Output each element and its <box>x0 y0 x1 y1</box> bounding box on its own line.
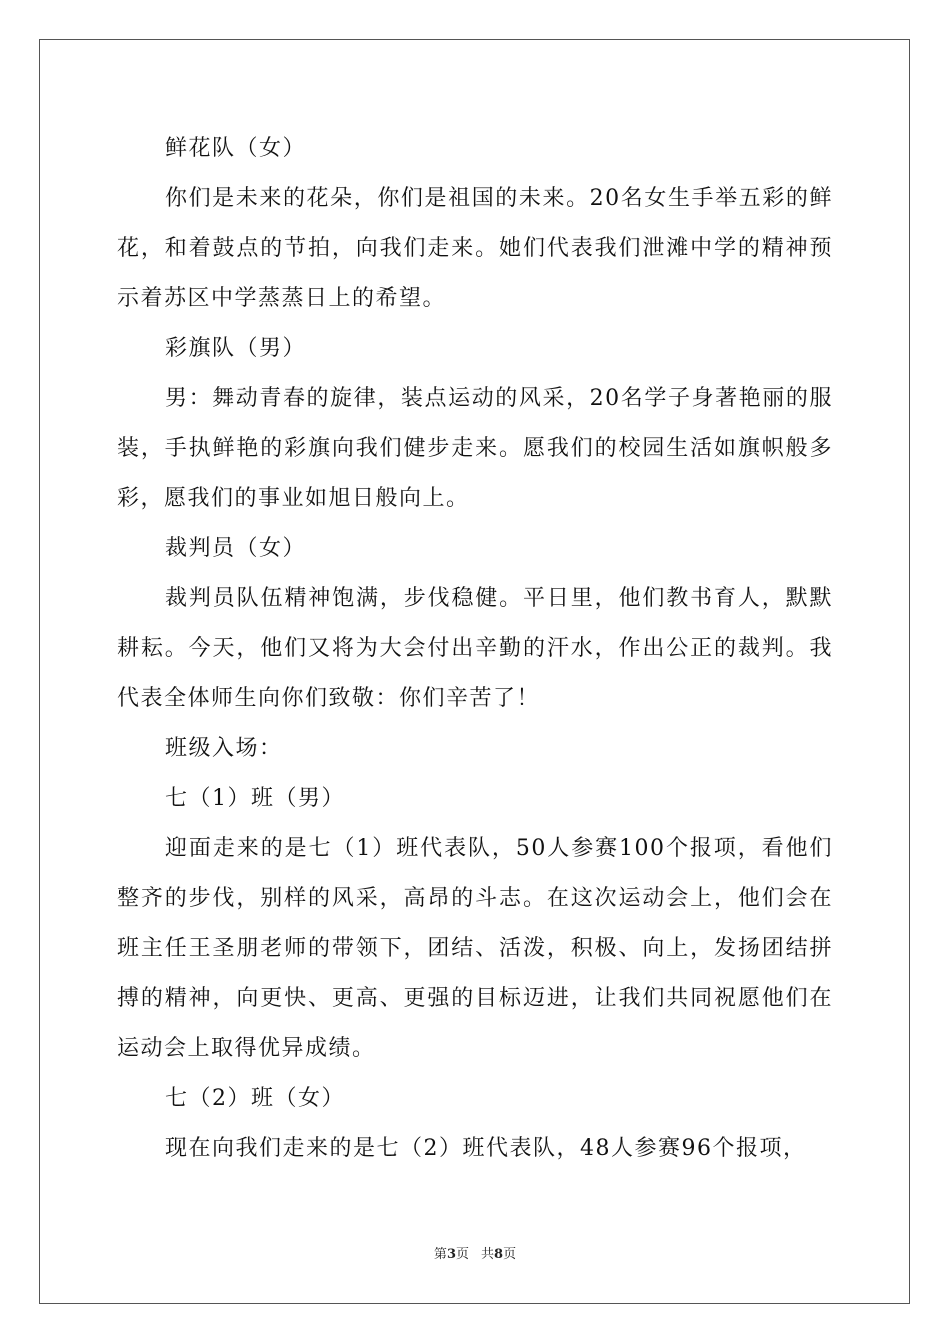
heading-class-7-2: 七（2）班（女） <box>165 1086 345 1111</box>
heading-flower-team: 鲜花队（女） <box>165 136 307 161</box>
heading-class-7-1: 七（1）班（男） <box>165 786 345 811</box>
paragraph-class-7-1: 迎面走来的是七（1）班代表队，50人参赛100个报项，看他们整齐的步伐，别样的风采，高昂的斗志。在这次运动会上，他们会在班主任王圣朋老师的带领下，团结、活泼，积极、向上，发扬团结拼搏的精神，向更快、更高、更强的目标迈进，让我们共同祝愿他们在运动会上取得优异成绩。 <box>117 836 833 1061</box>
paragraph-flower-team: 你们是未来的花朵，你们是祖国的未来。20名女生手举五彩的鲜花，和着鼓点的节拍，向我们走来。她们代表我们泄滩中学的精神预示着苏区中学蒸蒸日上的希望。 <box>117 186 833 311</box>
heading-referee: 裁判员（女） <box>165 536 307 561</box>
paragraph-referee: 裁判员队伍精神饱满，步伐稳健。平日里，他们教书育人，默默耕耘。今天，他们又将为大会付出辛勤的汗水，作出公正的裁判。我代表全体师生向你们致敬：你们辛苦了！ <box>117 586 833 711</box>
document-body <box>117 124 833 1174</box>
paragraph-flag-team: 男：舞动青春的旋律，装点运动的风采，20名学子身著艳丽的服装，手执鲜艳的彩旗向我们健步走来。愿我们的校园生活如旗帜般多彩，愿我们的事业如旭日般向上。 <box>117 386 833 511</box>
heading-flag-team: 彩旗队（男） <box>165 336 307 361</box>
heading-class-entry: 班级入场： <box>165 736 283 761</box>
total-pages: 8 <box>494 1247 504 1262</box>
paragraph-class-7-2: 现在向我们走来的是七（2）班代表队，48人参赛96个报项， <box>165 1136 807 1161</box>
total-suffix: 页 <box>503 1247 517 1262</box>
page-number: 3 <box>446 1247 456 1262</box>
total-prefix: 共 <box>481 1247 495 1262</box>
page-footer <box>0 1246 950 1264</box>
page-prefix: 第 <box>433 1247 447 1262</box>
page-suffix: 页 <box>455 1247 469 1262</box>
